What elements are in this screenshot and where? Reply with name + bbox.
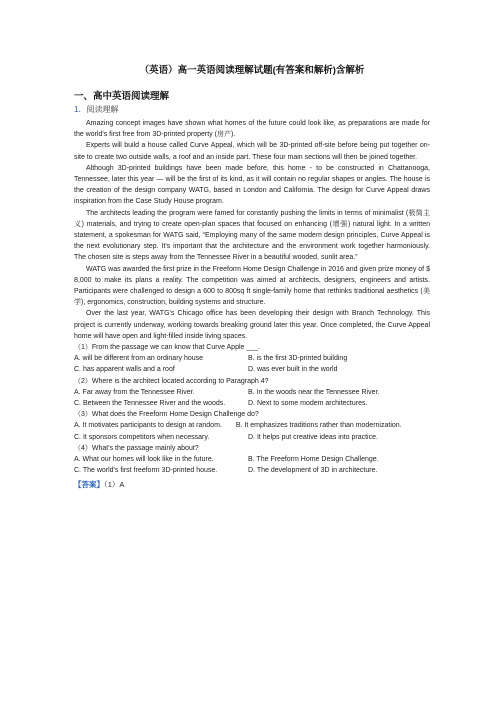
option-d: D. Next to some modem architectures. xyxy=(248,400,368,408)
option-d: D. The development of 3D in architecture. xyxy=(248,467,378,475)
question-stem: （3）What does the Freeform Home Design Challenge do? xyxy=(74,411,259,419)
option-b: B. The Freeform Home Design Challenge. xyxy=(248,456,379,464)
option-b: B. is the first 3D-printed building xyxy=(248,355,348,363)
option-row xyxy=(74,432,430,443)
answer-line xyxy=(74,479,430,491)
question-stem: （4）What's the passage mainly about? xyxy=(74,444,199,452)
option-row xyxy=(74,353,430,364)
sub-heading-number: 1． xyxy=(74,105,87,114)
option-row xyxy=(74,454,430,465)
option-b: B. In the woods near the Tennessee River. xyxy=(248,388,380,396)
paragraph: Although 3D-printed buildings have been made before, this home - to be constructed in Chattanooga, Tennessee, later this year — will be the first of its kind, as it will contain no regular shapes or angles. The house is the creation of the design company WATG, based in London and California. The design for Curve Appeal draws inspiration from the Case Study House program. xyxy=(74,164,430,206)
option-a: A. What our homes will look like in the future. xyxy=(74,456,214,464)
page-title: （英语）高一英语阅读理解试题(有答案和解析)含解析 xyxy=(139,65,365,76)
option-row xyxy=(74,465,430,476)
paragraph: WATG was awarded the first prize in the Freeform Home Design Challenge in 2016 and given prize money of $ 8,000 to make its plans a reality. The competition was aimed at architects, designers, engineers and artists. Participants were challenged to design a 600 to 800sq ft single-family home that rethinks traditional aesthetics (美学), ergonomics, construction, building systems and structure. xyxy=(74,265,430,307)
sub-heading-label: 阅读理解 xyxy=(86,105,119,114)
paragraph: The architects leading the program were famed for constantly pushing the limits in terms of minimalist (极简主义) materials, and trying to create open-plan spaces that focused on enhancing (增强) natural light. In a written statement, a spokesman for WATG said, “Employing many of the same modem design principles, Curve Appeal is the next evolutionary step. It's important that the architecture and the environment work together harmoniously. The chosen site is steps away from the Tennessee River in a beautiful wooded, sunlit area.” xyxy=(74,209,430,262)
option-a: A. Far away from the Tennessee River. xyxy=(74,388,195,396)
paragraph: Experts will build a house called Curve Appeal, which will be 3D-printed off-site before being put together on-site to create two outside walls, a roof and an inside part. These four main sections will then be joined together. xyxy=(74,142,430,161)
question-3 xyxy=(74,409,430,443)
option-c: C. The world's first freeform 3D-printed house. xyxy=(74,467,218,475)
question-4 xyxy=(74,443,430,477)
paragraph: Amazing concept images have shown what homes of the future could look like, as preparations are made for the world's first free from 3D-printed property (房产). xyxy=(74,120,430,139)
option-row xyxy=(74,387,430,398)
question-2 xyxy=(74,376,430,410)
option-c: C. has apparent walls and a roof xyxy=(74,366,175,374)
question-stem: （1）From the passage we can know that Curve Apple ___. xyxy=(74,344,260,352)
option-a: A. will be different from an ordinary house xyxy=(74,355,204,363)
answer-text: （1）A xyxy=(104,479,125,489)
option-c: C. Between the Tennessee River and the woods. xyxy=(74,400,226,408)
paragraph: Over the last year, WATG's Chicago office has been developing their design with Branch Technology. This project is currently underway, working towards breaking ground later this year. Once completed, the Curve Appeal home will have open and light-filled inside living spaces. xyxy=(74,310,430,340)
option-row-ab: A. It motivates participants to design at random. B. It emphasizes traditions rather than modernization. xyxy=(74,422,402,430)
option-d: D. It helps put creative ideas into practice. xyxy=(248,433,378,441)
option-row xyxy=(74,398,430,409)
question-1 xyxy=(74,342,430,376)
section-heading: 一、高中英语阅读理解 xyxy=(74,91,170,102)
option-row xyxy=(74,364,430,375)
option-d: D. was ever built in the world xyxy=(248,366,338,374)
sub-heading xyxy=(74,104,430,115)
answer-tag: 【答案】 xyxy=(74,479,104,489)
option-c: C. It sponsors competitors when necessary. xyxy=(74,433,210,441)
question-stem: （2）Where is the architect located according to Paragraph 4? xyxy=(74,377,269,385)
